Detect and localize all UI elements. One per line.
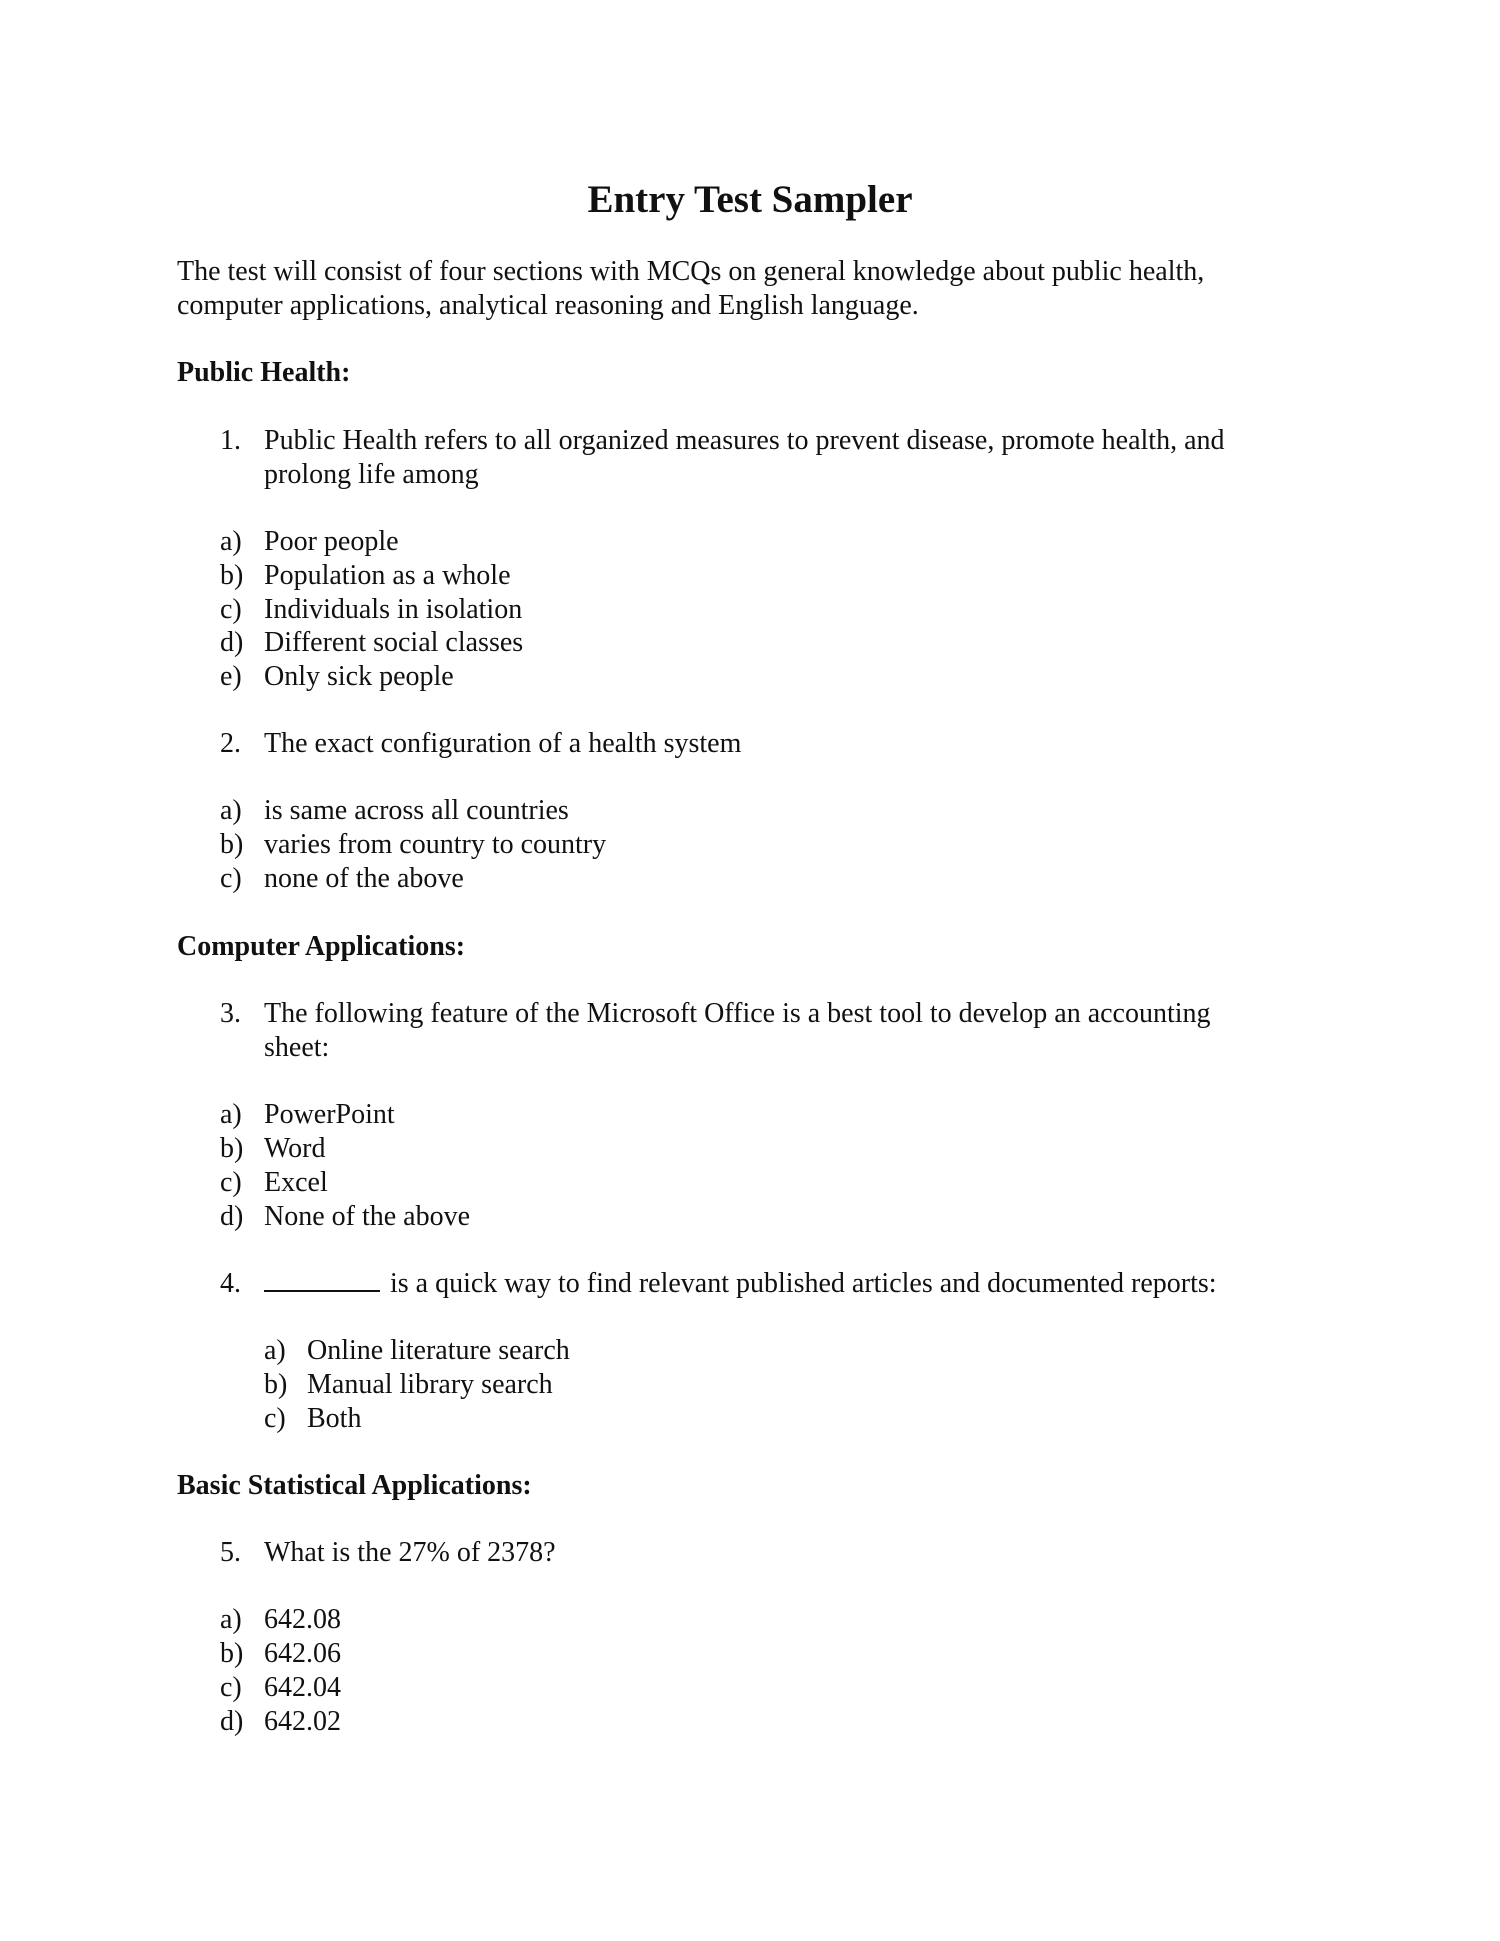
question-line (264, 1267, 1217, 1301)
option-letter: b) (220, 1638, 244, 1669)
option-letter: c) (220, 594, 242, 625)
option-text: Only sick people (264, 661, 454, 692)
option-text: 642.08 (264, 1604, 341, 1635)
option-text: varies from country to country (264, 829, 607, 860)
option-letter: e) (220, 661, 242, 692)
option-text: is same across all countries (264, 795, 569, 826)
option-text: None of the above (264, 1201, 471, 1232)
section-heading-computer-applications: Computer Applications: (177, 931, 466, 962)
option-letter: d) (220, 627, 244, 658)
question-text: prolong life among (264, 459, 479, 490)
option-text: 642.06 (264, 1638, 341, 1669)
question-text: is a quick way to find relevant published articles and documented reports: (390, 1268, 1217, 1299)
option-text: Individuals in isolation (264, 594, 523, 625)
option-letter: c) (220, 1672, 242, 1703)
option-text: PowerPoint (264, 1099, 395, 1130)
option-letter: a) (220, 795, 242, 826)
option-text: none of the above (264, 863, 464, 894)
option-letter: a) (220, 526, 242, 557)
question-number: 5. (220, 1537, 241, 1568)
option-text: 642.04 (264, 1672, 341, 1703)
question-text: The exact configuration of a health system (264, 728, 742, 759)
question-text: What is the 27% of 2378? (264, 1537, 556, 1568)
question-text: sheet: (264, 1032, 330, 1063)
option-text: Both (307, 1403, 362, 1434)
option-letter: a) (264, 1335, 286, 1366)
option-letter: b) (220, 560, 244, 591)
question-number: 1. (220, 425, 241, 456)
question-number: 4. (220, 1268, 241, 1299)
option-text: Word (264, 1133, 326, 1164)
question-number: 2. (220, 728, 241, 759)
option-text: 642.02 (264, 1706, 341, 1737)
option-text: Population as a whole (264, 560, 511, 591)
option-letter: d) (220, 1706, 244, 1737)
option-text: Poor people (264, 526, 399, 557)
option-letter: c) (220, 863, 242, 894)
option-letter: c) (264, 1403, 286, 1434)
option-text: Different social classes (264, 627, 524, 658)
page-title: Entry Test Sampler (587, 178, 913, 221)
option-letter: b) (264, 1369, 288, 1400)
option-letter: a) (220, 1099, 242, 1130)
intro-line: The test will consist of four sections with MCQs on general knowledge about public health, (177, 256, 1205, 287)
option-text: Manual library search (307, 1369, 553, 1400)
question-number: 3. (220, 998, 241, 1029)
option-letter: d) (220, 1201, 244, 1232)
option-letter: a) (220, 1604, 242, 1635)
question-text: Public Health refers to all organized measures to prevent disease, promote health, and (264, 425, 1225, 456)
question-text: The following feature of the Microsoft Office is a best tool to develop an accounting (264, 998, 1211, 1029)
option-letter: b) (220, 829, 244, 860)
intro-line: computer applications, analytical reasoning and English language. (177, 290, 919, 321)
option-text: Excel (264, 1167, 328, 1198)
section-heading-public-health: Public Health: (177, 357, 351, 388)
option-letter: b) (220, 1133, 244, 1164)
section-heading-statistical-applications: Basic Statistical Applications: (177, 1470, 532, 1501)
option-text: Online literature search (307, 1335, 570, 1366)
fill-in-blank (264, 1268, 380, 1292)
option-letter: c) (220, 1167, 242, 1198)
